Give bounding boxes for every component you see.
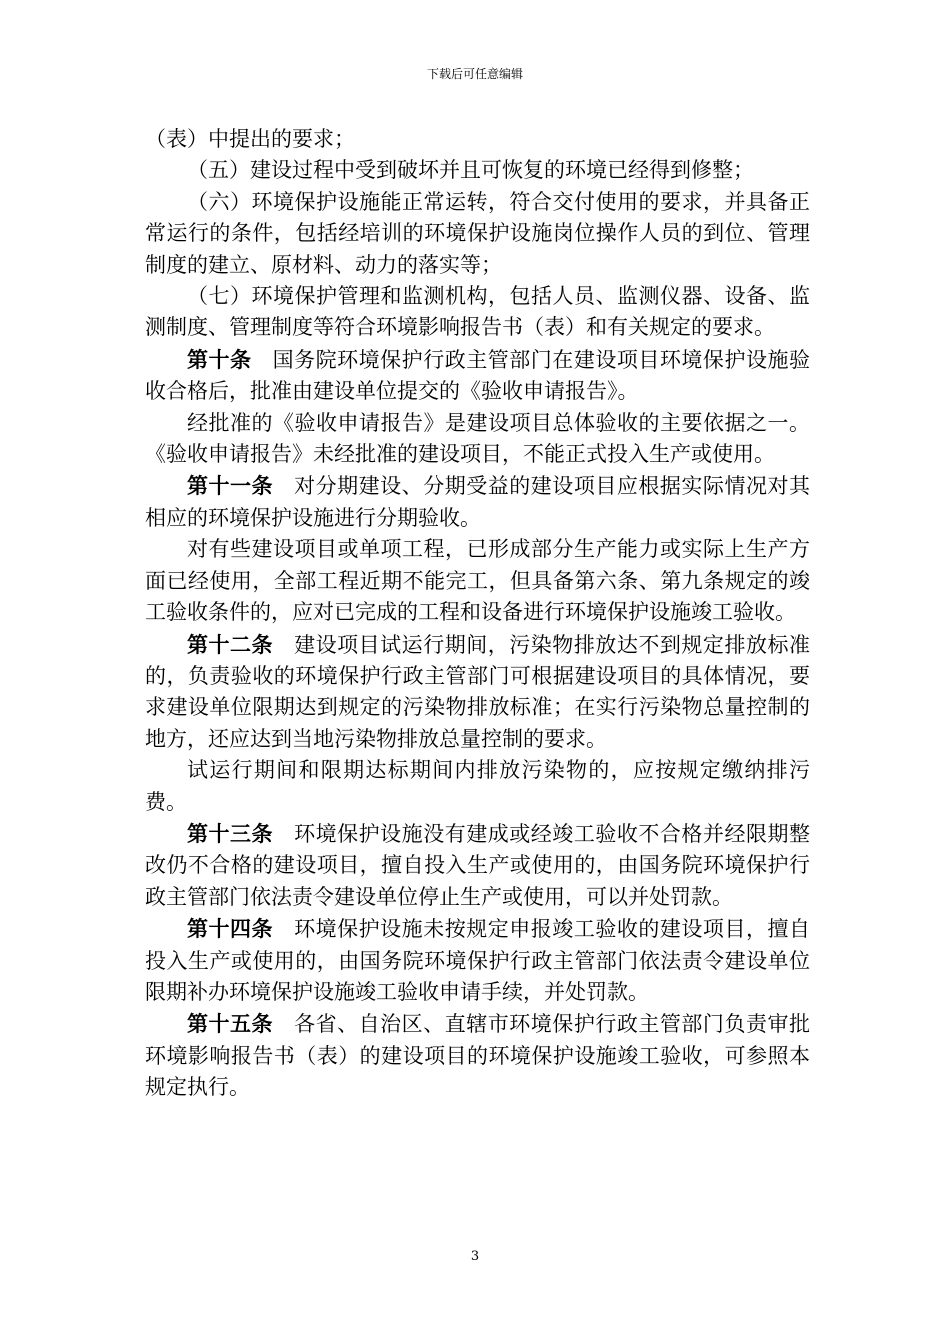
paragraph xyxy=(145,124,810,155)
article-paragraph xyxy=(145,344,810,408)
paragraph-text: 环境保护设施没有建成或经竣工验收不合格并经限期整改仍不合格的建设项目，擅自投入生产或使用的，由国务院环境保护行政主管部门依法责令建设单位停止生产或使用，可以并处罚款。 xyxy=(145,821,811,909)
article-paragraph xyxy=(145,1008,810,1103)
paragraph-text: 试运行期间和限期达标期间内排放污染物的，应按规定缴纳排污费。 xyxy=(145,758,810,814)
paragraph-text: 各省、自治区、直辖市环境保护行政主管部门负责审批环境影响报告书（表）的建设项目的环境保护设施竣工验收，可参照本规定执行。 xyxy=(145,1012,811,1100)
paragraph-text: （五）建设过程中受到破坏并且可恢复的环境已经得到修整； xyxy=(187,158,754,183)
page-number: 3 xyxy=(470,1249,480,1264)
paragraph xyxy=(145,755,810,818)
paragraph-text: 建设项目试运行期间，污染物排放达不到规定排放标准的，负责验收的环境保护行政主管部门可根据建设项目的具体情况，要求建设单位限期达到规定的污染物排放标准；在实行污染物总量控制的地方，还应达到当地污染物排放总量控制的要求。 xyxy=(145,632,811,751)
paragraph-text: 对分期建设、分期受益的建设项目应根据实际情况对其相应的环境保护设施进行分期验收。 xyxy=(145,474,811,530)
paragraph-text: （六）环境保护设施能正常运转，符合交付使用的要求，并具备正常运行的条件，包括经培训的环境保护设施岗位操作人员的到位、管理制度的建立、原材料、动力的落实等； xyxy=(145,189,810,277)
article-paragraph xyxy=(145,913,810,1008)
article-number: 第十二条 xyxy=(187,631,274,657)
paragraph-text: 对有些建设项目或单项工程，已形成部分生产能力或实际上生产方面已经使用，全部工程近期不能完工，但具备第六条、第九条规定的竣工验收条件的，应对已完成的工程和设备进行环境保护设施竣工验收。 xyxy=(145,537,810,625)
article-number: 第十三条 xyxy=(187,820,274,846)
article-number: 第十一条 xyxy=(187,473,274,499)
paragraph-text: 环境保护设施未按规定申报竣工验收的建设项目，擅自投入生产或使用的，由国务院环境保护行政主管部门依法责令建设单位限期补办环境保护设施竣工验收申请手续，并处罚款。 xyxy=(145,917,811,1004)
paragraph xyxy=(145,408,810,471)
paragraph-text: 经批准的《验收申请报告》是建设项目总体验收的主要依据之一。《验收申请报告》未经批准的建设项目，不能正式投入生产或使用。 xyxy=(145,410,810,467)
paragraph xyxy=(145,534,810,628)
paragraph xyxy=(145,155,810,186)
paragraph xyxy=(145,281,810,344)
article-paragraph xyxy=(145,629,810,756)
paragraph-text: （七）环境保护管理和监测机构，包括人员、监测仪器、设备、监测制度、管理制度等符合环境影响报告书（表）和有关规定的要求。 xyxy=(145,284,810,340)
paragraph-text: （表）中提出的要求； xyxy=(145,127,355,151)
article-paragraph xyxy=(145,818,810,913)
article-number: 第十四条 xyxy=(187,916,274,942)
paragraph xyxy=(145,187,810,281)
paragraph-text: 国务院环境保护行政主管部门在建设项目环境保护设施验收合格后，批准由建设单位提交的《验收申请报告》。 xyxy=(145,347,811,404)
document-body xyxy=(145,124,810,1104)
article-paragraph xyxy=(145,470,810,534)
article-number: 第十条 xyxy=(187,346,252,372)
page-header: 下载后可任意编辑 xyxy=(426,67,523,81)
article-number: 第十五条 xyxy=(187,1011,274,1037)
